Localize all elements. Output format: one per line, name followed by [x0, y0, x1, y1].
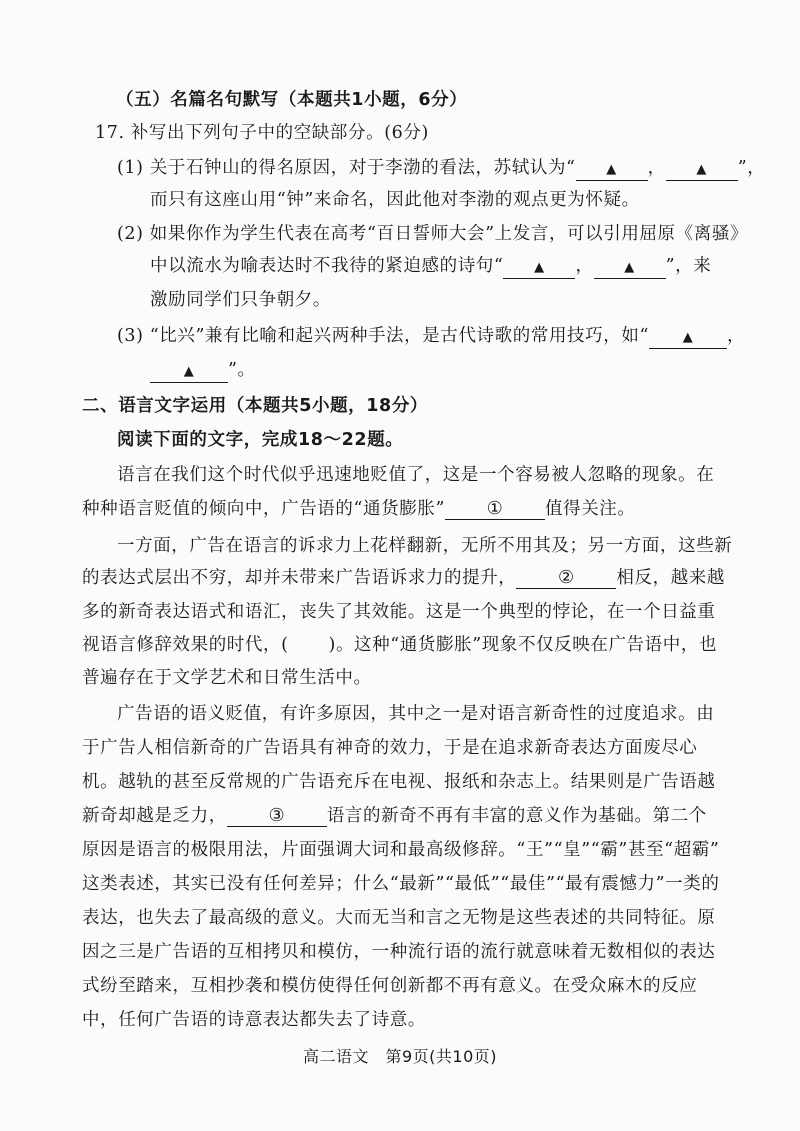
punct: ”，来: [665, 256, 712, 276]
passage-text: 的表达式层出不穷，却并未带来广告语诉求力的提升，: [82, 568, 517, 588]
punct: ”。: [228, 360, 256, 380]
passage-blank-2: [516, 568, 616, 589]
answer-blank: [150, 360, 228, 383]
punct: ”，: [737, 158, 766, 178]
passage-line: 多的新奇表达语式和语汇，丧失了其效能。这是一个典型的悖论，在一个日益重: [82, 602, 716, 622]
passage-line: 于广告人相信新奇的广告语具有神奇的效力，于是在追求新奇表达方面废尽心: [82, 738, 698, 758]
passage-line: [82, 633, 717, 657]
reading-instruction: 阅读下面的文字，完成18～22题。: [117, 430, 404, 450]
q17-item1-text-a: (1) 关于石钟山的得名原因，对于李渤的看法，苏轼认为“: [117, 158, 576, 178]
q17-item2-line2: [150, 254, 711, 279]
q17-item2-line1: (2) 如果你作为学生代表在高考“百日誓师大会”上发言，可以引用屈原《离骚》: [117, 224, 749, 244]
blank-marker: ▲: [696, 162, 708, 177]
passage-line: 一方面，广告在语言的诉求力上花样翻新，无所不用其及；另一方面，这些新: [117, 536, 733, 556]
punct: ，: [575, 256, 594, 276]
q17-item1-line2: 而只有这座山用“钟”来命名，因此他对李渤的观点更为怀疑。: [150, 190, 640, 210]
answer-blank: [666, 158, 738, 181]
passage-line: 中，任何广告语的诗意表达都失去了诗意。: [82, 1010, 426, 1030]
passage-line: 这类表述，其实已没有任何差异；什么“最新”“最低”“最佳”“最有震憾力”一类的: [82, 874, 720, 894]
answer-blank: [503, 256, 575, 279]
q17-item1-line1: [117, 156, 765, 181]
part2-heading: 二、语言文字运用（本题共5小题，18分）: [82, 396, 429, 416]
passage-text: 语言的新奇不再有丰富的意义作为基础。第二个: [326, 806, 707, 826]
q17-item3-line1: [117, 324, 745, 349]
section5-heading: （五）名篇名句默写（本题共1小题，6分）: [116, 90, 468, 110]
passage-line: [82, 566, 725, 590]
passage-line: 普遍存在于文学艺术和日常生活中。: [82, 668, 372, 688]
q17-item3-text-a: (3) “比兴”兼有比喻和起兴两种手法，是古代诗歌的常用技巧，如“: [117, 326, 649, 346]
passage-text: )。这种“通货膨胀”现象不仅反映在广告语中，也: [328, 635, 718, 655]
passage-line: 表达，也失去了最高级的意义。大而无当和言之无物是这些表述的共同特征。原: [82, 908, 716, 928]
q17-item3-line2: [150, 358, 256, 383]
passage-text: 值得关注。: [545, 499, 636, 519]
blank-marker: ▲: [606, 162, 617, 177]
passage-line: 原因是语言的极限用法，片面强调大词和最高级修辞。“王”“皇”“霸”甚至“超霸”: [82, 840, 720, 860]
passage-line: 式纷至踏来，互相抄袭和模仿使得任何创新都不再有意义。在受众麻木的反应: [82, 976, 698, 996]
question-17-stem: 17. 补写出下列句子中的空缺部分。(6分): [95, 123, 429, 143]
passage-line: 机。越轨的甚至反常规的广告语充斥在电视、报纸和杂志上。结果则是广告语越: [82, 772, 716, 792]
passage-text: 种种语言贬值的倾向中，广告语的“通货膨胀”: [82, 499, 445, 519]
punct: ，: [727, 326, 746, 346]
passage-line: [82, 804, 707, 828]
blank-marker: ▲: [534, 260, 545, 275]
passage-line: 语言在我们这个时代似乎迅速地贬值了，这是一个容易被人忽略的现象。在: [117, 465, 715, 485]
passage-text: 新奇却越是乏力，: [82, 806, 227, 826]
answer-blank: [576, 158, 648, 181]
blank-number: ①: [486, 498, 504, 519]
answer-blank: [649, 326, 727, 349]
passage-blank-1: [445, 499, 545, 520]
passage-line: [82, 497, 636, 521]
page-footer: 高二语文 第9页(共10页): [302, 1047, 498, 1066]
q17-item2-line3: 激励同学们只争朝夕。: [150, 290, 331, 310]
blank-marker: ▲: [624, 260, 635, 275]
passage-blank-3: [227, 806, 327, 827]
passage-line: 广告语的语义贬值，有许多原因，其中之一是对语言新奇性的过度追求。由: [117, 704, 715, 724]
passage-line: 因之三是广告语的互相拷贝和模仿，一种流行语的流行就意味着无数相似的表达: [82, 942, 716, 962]
passage-text: 视语言修辞效果的时代，(: [82, 635, 289, 655]
blank-number: ③: [268, 805, 286, 826]
blank-marker: ▲: [183, 364, 195, 379]
blank-marker: ▲: [682, 330, 694, 345]
blank-number: ②: [558, 567, 575, 588]
answer-blank: [594, 256, 666, 279]
q17-item2-text-b: 中以流水为喻表达时不我待的紧迫感的诗句“: [150, 256, 504, 276]
passage-text: 相反，越来越: [616, 568, 726, 588]
punct: ，: [647, 158, 666, 178]
